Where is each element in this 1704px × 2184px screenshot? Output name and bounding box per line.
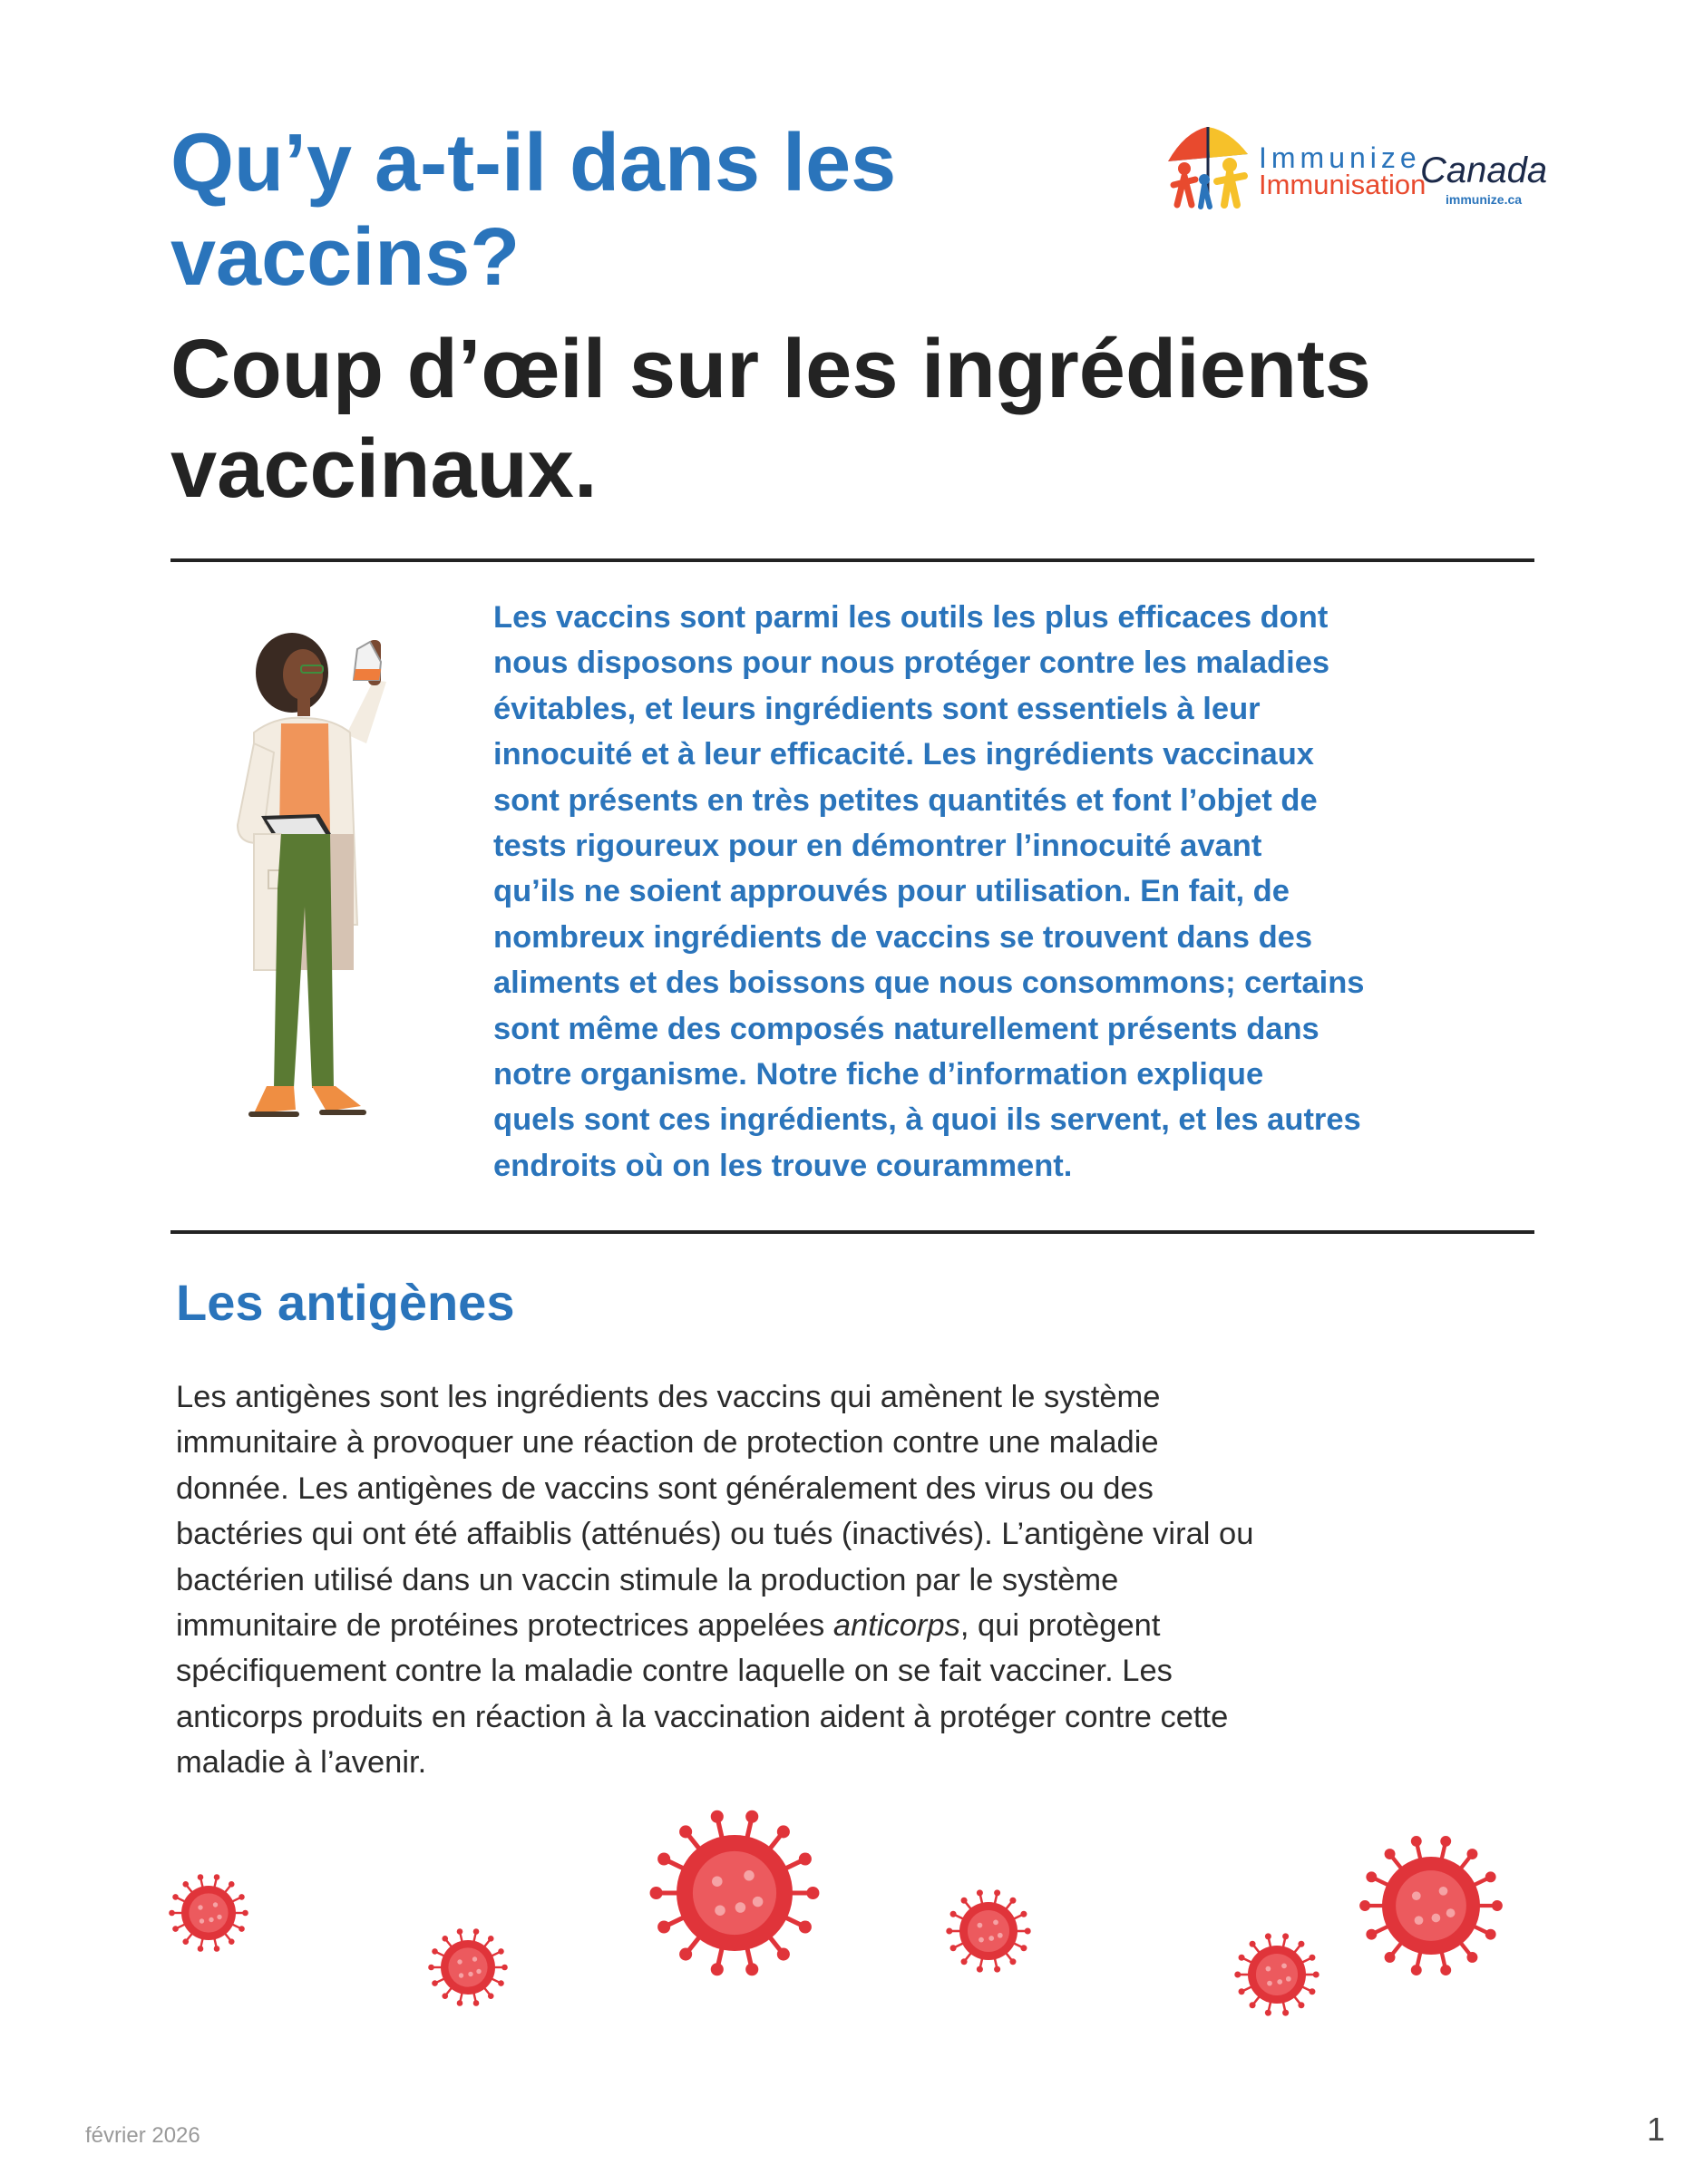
body-line: bactérien utilisé dans un vaccin stimule la production par le système [176, 1562, 1119, 1597]
intro-line: Les vaccins sont parmi les outils les plus efficaces dont [493, 600, 1329, 635]
divider-bottom [170, 1230, 1534, 1234]
immunize-canada-logo [1157, 114, 1556, 214]
body-line: spécifiquement contre la maladie contre laquelle on se fait vacciner. Les [176, 1654, 1173, 1689]
intro-paragraph [493, 595, 1545, 1189]
intro-line: nombreux ingrédients de vaccins se trouvent dans des [493, 919, 1313, 955]
page-number: 1 [1647, 2111, 1666, 2148]
body-line: Les antigènes sont les ingrédients des vaccins qui amènent le système [176, 1380, 1161, 1414]
page-title [170, 116, 1077, 305]
page-subtitle [170, 319, 1585, 519]
page-subtitle-line1: Coup d’œil sur les ingrédients [170, 323, 1371, 415]
virus-icon [650, 1810, 820, 1976]
logo-url: immunize.ca [1446, 192, 1523, 207]
divider-top [170, 558, 1534, 562]
virus-icon [1359, 1836, 1503, 1975]
intro-line: évitables, et leurs ingrédients sont essentiels à leur [493, 691, 1261, 726]
immunize-canada-logo-icon [1157, 114, 1257, 214]
intro-line: sont présents en très petites quantités et font l’objet de [493, 782, 1318, 818]
intro-line: qu’ils ne soient approuvés pour utilisation. En fait, de [493, 874, 1290, 909]
intro-line: tests rigoureux pour en démontrer l’innocuité avant [493, 829, 1262, 864]
body-line: immunitaire à provoquer une réaction de protection contre une maladie [176, 1425, 1159, 1461]
virus-icon [428, 1928, 508, 2006]
body-line-6 [176, 1608, 1160, 1643]
scientist-illustration-icon [221, 616, 457, 1124]
logo-text-immunisation: Immunisation [1259, 169, 1426, 200]
body-line: donnée. Les antigènes de vaccins sont généralement des virus ou des [176, 1471, 1154, 1506]
virus-decoration [0, 1804, 1704, 2076]
intro-line: endroits où on les trouve couramment. [493, 1148, 1073, 1183]
body-line: maladie à l’avenir. [176, 1745, 427, 1781]
virus-icon [169, 1874, 248, 1952]
virus-icon [946, 1889, 1030, 1972]
intro-line: sont même des composés naturellement présents dans [493, 1011, 1319, 1046]
intro-line: notre organisme. Notre fiche d’information explique [493, 1057, 1264, 1092]
section-body [176, 1374, 1536, 1786]
intro-line: aliments et des boissons que nous consommons; certains [493, 966, 1365, 1001]
section-heading: Les antigènes [176, 1274, 515, 1331]
page-subtitle-line2: vaccinaux. [170, 422, 598, 515]
page-title-line2: vaccins? [170, 212, 521, 303]
intro-line: quels sont ces ingrédients, à quoi ils servent, et les autres [493, 1102, 1361, 1138]
body-text-fragment: , qui protègent [959, 1608, 1161, 1644]
page-title-line1: Qu’y a-t-il dans les [170, 118, 897, 209]
body-line: bactéries qui ont été affaiblis (atténués) ou tués (inactivés). L’antigène viral ou [176, 1517, 1254, 1552]
logo-text-immunize: Immunize [1259, 141, 1421, 174]
footer-date: février 2026 [85, 2123, 200, 2148]
intro-line: nous disposons pour nous protéger contre les maladies [493, 645, 1330, 681]
intro-line: innocuité et à leur efficacité. Les ingrédients vaccinaux [493, 737, 1314, 772]
body-text-fragment: immunitaire de protéines protectrices appelées [176, 1608, 833, 1644]
body-line: anticorps produits en réaction à la vaccination aident à protéger contre cette [176, 1699, 1229, 1734]
anticorps-emphasis: anticorps [833, 1608, 960, 1644]
logo-text-canada: Canada [1420, 150, 1548, 190]
virus-icon [1234, 1933, 1319, 2015]
